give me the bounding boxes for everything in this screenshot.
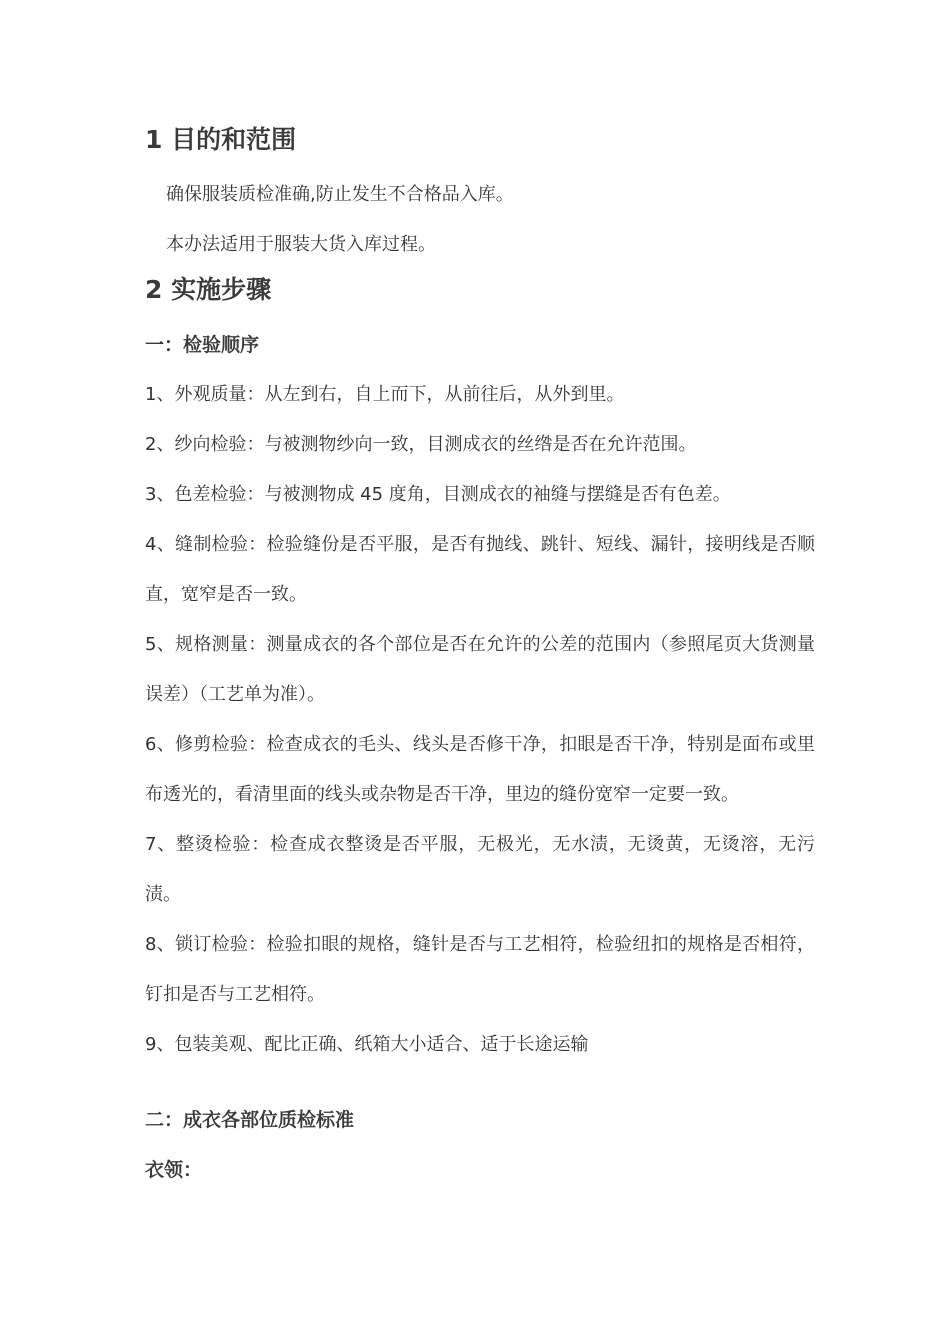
document-content: [145, 120, 815, 1195]
collar-label: 衣领：: [145, 1159, 203, 1181]
list-item: 8、锁订检验：检验扣眼的规格，缝针是否与工艺相符，检验纽扣的规格是否相符，钉扣是否与工艺相符。: [145, 934, 815, 1005]
list-item: 5、规格测量：测量成衣的各个部位是否在允许的公差的范围内（参照尾页大货测量误差）（工艺单为准）。: [145, 634, 815, 705]
list-item: 9、包装美观、配比正确、纸箱大小适合、适于长途运输: [145, 1034, 589, 1055]
paragraph-scope: 本办法适用于服装大货入库过程。: [166, 234, 436, 255]
list-item: 6、修剪检验：检查成衣的毛头、线头是否修干净，扣眼是否干净，特别是面布或里布透光的，看清里面的线头或杂物是否干净，里边的缝份宽窄一定要一致。: [145, 734, 815, 805]
spacer: [145, 1070, 815, 1095]
list-item: 2、纱向检验：与被测物纱向一致，目测成衣的丝绺是否在允许范围。: [145, 434, 697, 455]
subsection-heading-inspection-order: 一：检验顺序: [145, 334, 260, 356]
list-item: 3、色差检验：与被测物成 45 度角，目测成衣的袖缝与摆缝是否有色差。: [145, 484, 731, 505]
paragraph-purpose: 确保服装质检准确,防止发生不合格品入库。: [166, 184, 514, 205]
list-item: 7、整烫检验：检查成衣整烫是否平服，无极光，无水渍，无烫黄，无烫溶，无污渍。: [145, 834, 815, 905]
subsection-heading-quality-standards: 二：成衣各部位质检标准: [145, 1109, 355, 1131]
section-heading-purpose-scope: 1 目的和范围: [145, 125, 297, 154]
list-item: 4、缝制检验：检验缝份是否平服，是否有抛线、跳针、短线、漏针，接明线是否顺直，宽窄是否一致。: [145, 534, 815, 605]
list-item: 1、外观质量：从左到右，自上而下，从前往后，从外到里。: [145, 384, 625, 405]
section-heading-implementation: 2 实施步骤: [145, 275, 272, 304]
